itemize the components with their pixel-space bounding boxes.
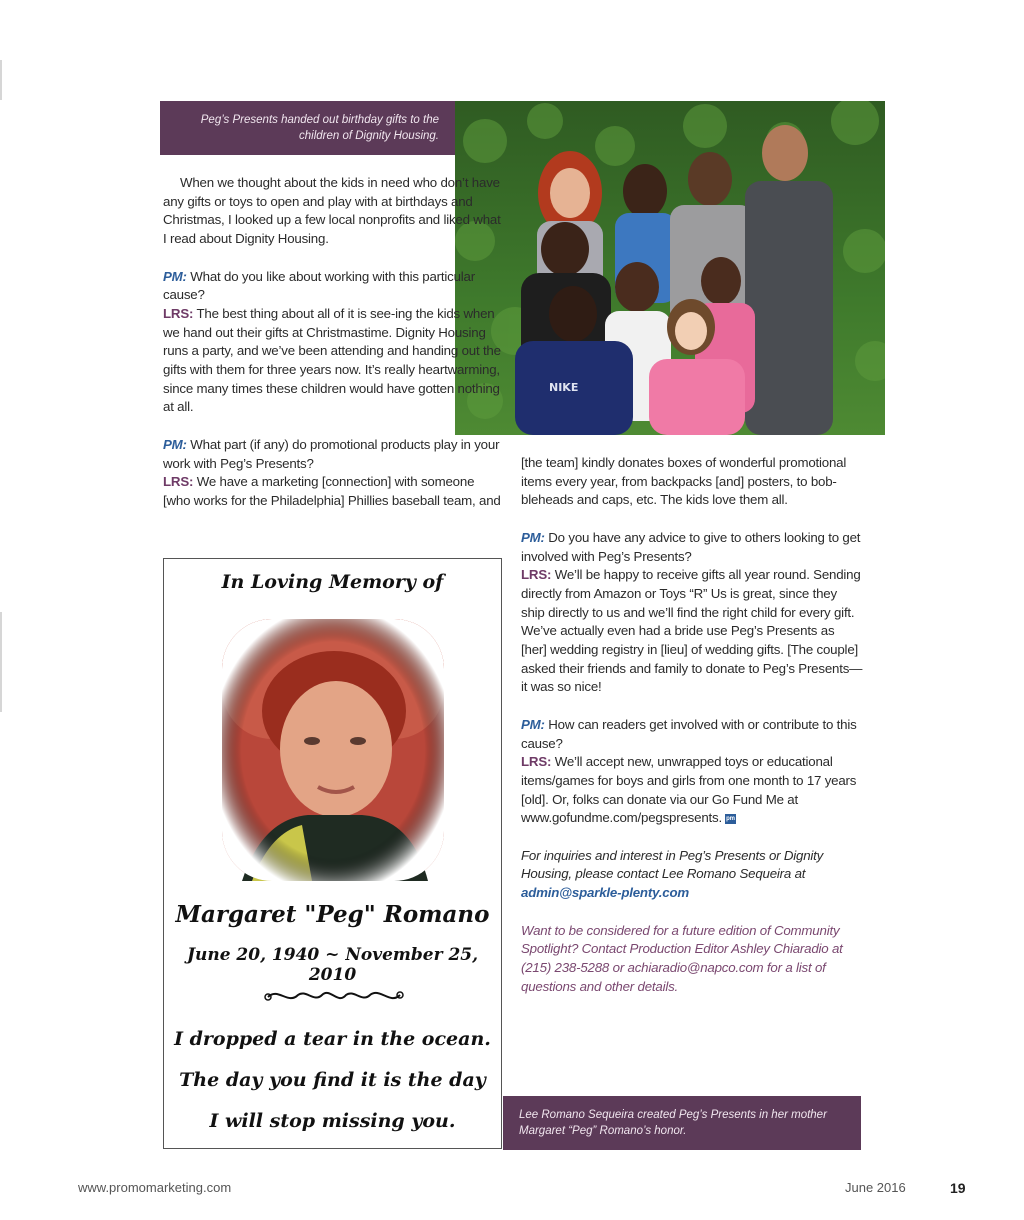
answer-label: LRS: [521, 567, 552, 583]
answer-label: LRS: [163, 474, 194, 490]
footer-website: www.promomarketing.com [78, 1180, 232, 1195]
photo-caption-bottom-text: Lee Romano Sequeira created Peg’s Presents in her mother Margaret “Peg” Romano’s honor. [519, 1109, 827, 1137]
poem-line: I dropped a tear in the ocean. [174, 1028, 491, 1050]
svg-text:NIKE: NIKE [549, 381, 579, 394]
question-text: What part (if any) do promotional products play in your work with Peg’s Presents? [163, 436, 500, 471]
question-label: PM: [521, 716, 545, 732]
photo-caption-bottom [503, 1096, 861, 1150]
memorial-title: In Loving Memory of [221, 571, 444, 593]
memorial-name: Margaret "Peg" Romano [175, 901, 490, 928]
intro-paragraph: When we thought about the kids in need who don’t have any gifts or toys to open and play with at birthdays and Christmas, I looked up a few local nonprofits and liked what I read about Dignity Housing. [163, 175, 501, 247]
memorial-poem [164, 1019, 501, 1142]
page-edge-mark-top [0, 60, 2, 100]
photo-caption-top-text: Peg’s Presents handed out birthday gifts to the children of Dignity Housing. [200, 114, 439, 142]
qa-block [163, 268, 503, 418]
page-number: 19 [950, 1180, 966, 1196]
question-text: Do you have any advice to give to others looking to get involved with Peg’s Presents? [521, 529, 861, 564]
page-edge-mark-middle [0, 612, 2, 712]
memorial-card [163, 558, 502, 1149]
inquiries-paragraph [521, 847, 863, 903]
future-edition-paragraph: Want to be considered for a future edition of Community Spotlight? Contact Production Editor Ashley Chiaradio at (215) 238-5288 or achiaradio@napco.com for a list of questions and other details. [521, 922, 843, 994]
pm-end-mark-icon: pm [726, 815, 735, 822]
answer-label: LRS: [521, 754, 552, 770]
question-label: PM: [521, 529, 545, 545]
qa-block [163, 436, 503, 511]
question-label: PM: [163, 436, 187, 452]
continuation-paragraph: [the team] kindly donates boxes of wonderful promotional items every year, from backpacks [and] posters, to bob-bleheads and caps, etc. The kids love them all. [521, 455, 847, 508]
qa-block [521, 716, 863, 828]
left-column [163, 174, 503, 529]
poem-line: I will stop missing you. [209, 1110, 456, 1132]
memorial-portrait [222, 619, 444, 881]
right-column [521, 454, 863, 1015]
inquiries-text: For inquiries and interest in Peg’s Presents or Dignity Housing, please contact Lee Romano Sequeira at [521, 847, 824, 882]
answer-text: We’ll accept new, unwrapped toys or educational items/games for boys and girls from one month to 17 years [old]. Or, folks can donate via our Go Fund Me at www.gofundme.com/pegspresents. [521, 754, 857, 826]
flourish-ornament-icon [264, 985, 404, 1007]
answer-label: LRS: [163, 305, 194, 321]
question-text: How can readers get involved with or contribute to this cause? [521, 716, 857, 751]
qa-block [521, 529, 863, 697]
answer-text: We’ll be happy to receive gifts all year round. Sending directly from Amazon or Toys “R” Us is great, since they ship directly to us and we’ll find the right child for every gift. We’ve actually even had a bride use Peg’s Presents as [her] wedding registry in [lieu] of wedding gifts. [The couple] asked their friends and family to donate to Peg’s Presents—it was so nice! [521, 567, 863, 695]
question-text: What do you like about working with this particular cause? [163, 268, 475, 303]
answer-text: The best thing about all of it is see-ing the kids when we hand out their gifts at Christmastime. Dignity Housing runs a party, and we’ve been attending and handing out the gifts with them for three years now. It’s really heartwarming, since many times these children would have gotten nothing at all. [163, 305, 501, 415]
answer-text: We have a marketing [connection] with someone [who works for the Philadelphia] Phillies baseball team, and [163, 474, 501, 508]
group-photo [455, 101, 885, 435]
footer-issue-date: June 2016 [845, 1180, 906, 1195]
photo-caption-top [160, 101, 455, 155]
contact-email-link[interactable]: admin@sparkle-plenty.com [521, 885, 690, 901]
poem-line: The day you find it is the day [179, 1069, 486, 1091]
memorial-dates: June 20, 1940 ~ November 25, 2010 [186, 945, 479, 985]
question-label: PM: [163, 268, 187, 284]
